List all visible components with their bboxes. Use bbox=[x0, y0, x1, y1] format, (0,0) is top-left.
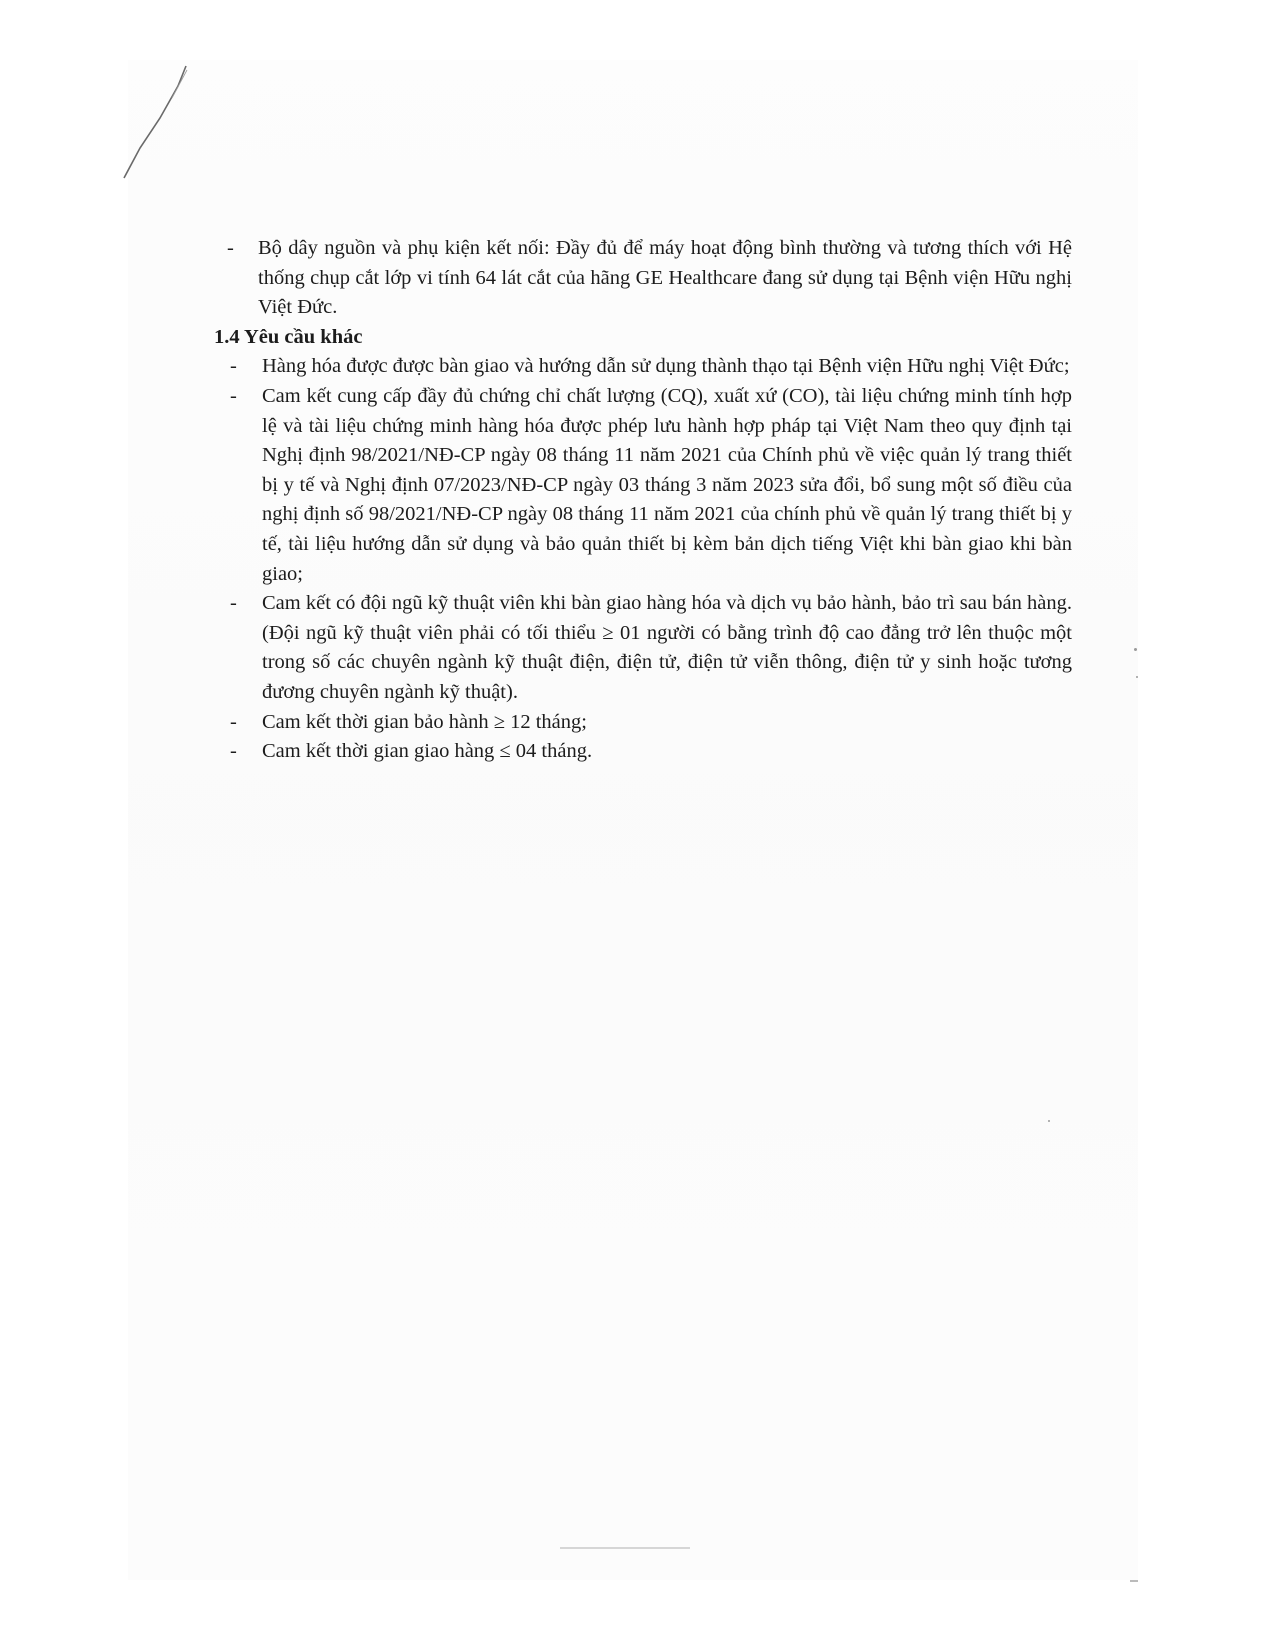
scan-artifact-line bbox=[560, 1547, 690, 1549]
list-item bbox=[210, 737, 1072, 767]
list-item-text: Bộ dây nguồn và phụ kiện kết nối: Đầy đủ để máy hoạt động bình thường và tương thích với Hệ thống chụp cắt lớp vi tính 64 lát cắt của hãng GE Healthcare đang sử dụng tại Bệnh viện Hữu nghị Việt Đức. bbox=[258, 237, 1072, 319]
scan-speck bbox=[1136, 676, 1138, 678]
bullet-dash: - bbox=[230, 710, 237, 733]
list-item-power-cable bbox=[210, 234, 1072, 323]
document-body bbox=[210, 234, 1072, 767]
list-item-text: Cam kết có đội ngũ kỹ thuật viên khi bàn giao hàng hóa và dịch vụ bảo hành, bảo trì sau bán hàng. (Đội ngũ kỹ thuật viên phải có tối thiểu ≥ 01 người có bằng trình độ cao đẳng trở lên thuộc một trong số các chuyên ngành kỹ thuật điện, điện tử, điện tử viễn thông, điện tử y sinh hoặc tương đương chuyên ngành kỹ thuật). bbox=[262, 592, 1072, 703]
list-item-text: Cam kết thời gian bảo hành ≥ 12 tháng; bbox=[262, 710, 587, 733]
list-item-text: Cam kết cung cấp đầy đủ chứng chỉ chất lượng (CQ), xuất xứ (CO), tài liệu chứng minh tính hợp lệ và tài liệu chứng minh hàng hóa được phép lưu hành hợp pháp tại Việt Nam theo quy định tại Nghị định 98/2021/NĐ-CP ngày 08 tháng 11 năm 2021 của Chính phủ về việc quản lý trang thiết bị y tế và Nghị định 07/2023/NĐ-CP ngày 03 tháng 3 năm 2023 sửa đổi, bổ sung một số điều của nghị định số 98/2021/NĐ-CP ngày 08 tháng 11 năm 2021 của chính phủ về quản lý trang thiết bị y tế, tài liệu hướng dẫn sử dụng và bảo quản thiết bị kèm bản dịch tiếng Việt khi bàn giao khi bàn giao; bbox=[262, 384, 1072, 585]
scan-speck bbox=[1048, 1120, 1050, 1122]
scan-speck bbox=[1134, 648, 1137, 651]
bullet-dash: - bbox=[230, 740, 237, 763]
bullet-dash: - bbox=[230, 355, 237, 378]
scan-artifact-tick bbox=[1130, 1580, 1138, 1582]
bullet-dash: - bbox=[227, 237, 234, 259]
list-item-text: Cam kết thời gian giao hàng ≤ 04 tháng. bbox=[262, 740, 593, 763]
list-item bbox=[210, 352, 1072, 382]
list-item bbox=[210, 708, 1072, 738]
section-heading: 1.4 Yêu cầu khác bbox=[214, 325, 363, 348]
list-item bbox=[210, 382, 1072, 589]
bullet-dash: - bbox=[230, 592, 237, 615]
pen-stroke-mark bbox=[0, 0, 200, 200]
list-item-text: Hàng hóa được được bàn giao và hướng dẫn sử dụng thành thạo tại Bệnh viện Hữu nghị Việt Đức; bbox=[262, 355, 1070, 378]
list-item bbox=[210, 589, 1072, 707]
bullet-dash: - bbox=[230, 384, 237, 407]
